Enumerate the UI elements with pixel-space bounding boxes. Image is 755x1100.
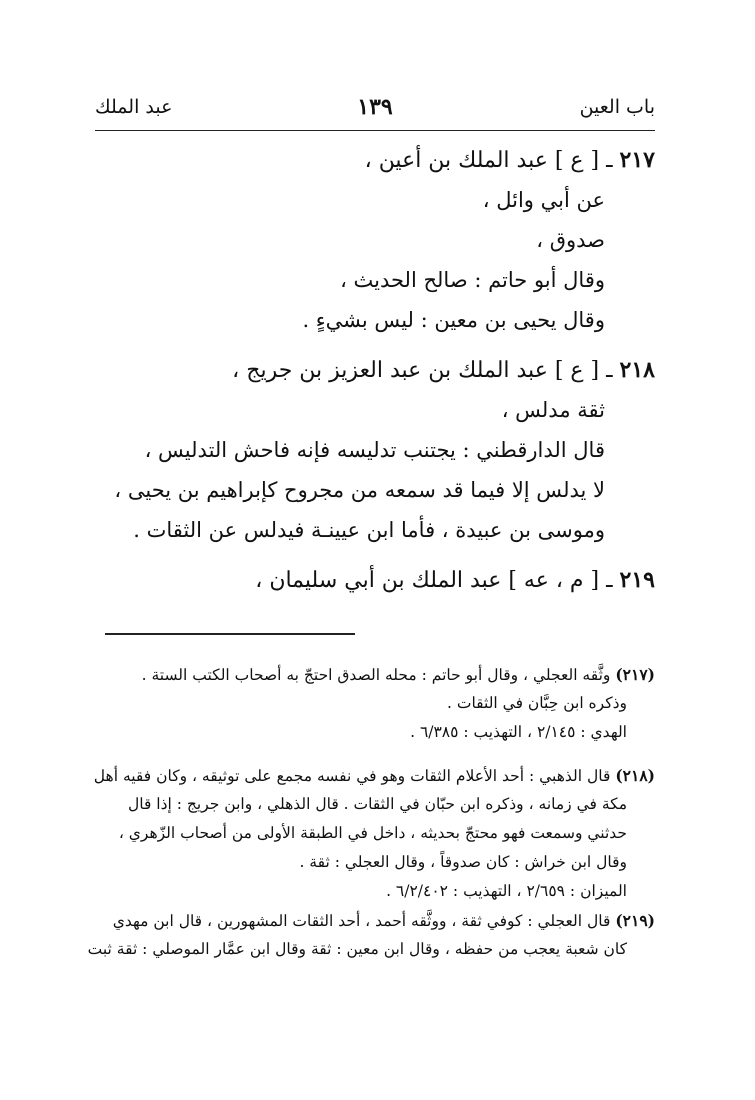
footnote-number: (٢١٧) [615, 665, 655, 684]
footnote-line: كان شعبة يعجب من حفظه ، وقال ابن معين : ثقة وقال ابن عمَّار الموصلي : ثقة ثبت [87, 940, 627, 958]
footnotes [87, 660, 655, 964]
entry-title: ـ [ ع ] عبد الملك بن عبد العزيز بن جريج ، [232, 358, 613, 383]
footnote-divider [105, 633, 355, 635]
entry-219 [95, 560, 655, 600]
entry-line: لا يدلس إلا فيما قد سمعه من مجروح كإبراهيم بن يحيى ، [114, 478, 605, 502]
footnote-line: وقال ابن خراش : كان صدوقاً ، وقال العجلي : ثقة . [299, 853, 627, 871]
footnote-217 [95, 660, 655, 747]
page-header [95, 96, 655, 126]
entry-number: ٢١٩ [619, 567, 655, 593]
page-number: ١٣٩ [357, 94, 393, 120]
footnote-218 [95, 761, 655, 906]
entry-line: وقال أبو حاتم : صالح الحديث ، [340, 268, 605, 292]
entry-line: وقال يحيى بن معين : ليس بشيءٍ . [302, 308, 605, 332]
entry-heading [95, 140, 655, 180]
entry-line: صدوق ، [536, 228, 605, 252]
footnote-number: (٢١٩) [615, 911, 655, 930]
entry-number: ٢١٨ [619, 357, 655, 383]
entry-218 [95, 350, 655, 550]
entry-line: وموسى بن عبيدة ، فأما ابن عيينـة فيدلس عن الثقات . [133, 518, 605, 542]
header-divider [95, 130, 655, 131]
footnote-line: حدثني وسمعت فهو محتجّ بحديثه ، داخل في الطبقة الأولى من أصحاب الزّهري ، [118, 824, 627, 842]
footnote-line: مكة في زمانه ، وذكره ابن حبّان في الثقات . قال الذهلي ، وابن جريج : إذا قال [127, 795, 627, 813]
entry-title: ـ [ م ، عه ] عبد الملك بن أبي سليمان ، [255, 568, 613, 593]
entry-number: ٢١٧ [619, 147, 655, 173]
entry-217 [95, 140, 655, 340]
chapter-title: باب العين [579, 96, 655, 118]
entry-line: قال الدارقطني : يجتنب تدليسه فإنه فاحش التدليس ، [144, 438, 605, 462]
main-text [95, 140, 655, 600]
entry-heading [95, 350, 655, 390]
footnote-line: (٢١٩) قال العجلي : كوفي ثقة ، ووثَّقه أحمد ، أحد الثقات المشهورين ، قال ابن مهدي [112, 911, 655, 930]
entry-heading [95, 560, 655, 600]
entry-line: ثقة مدلس ، [501, 398, 605, 422]
footnote-line: الميزان : ٢/٦٥٩ ، التهذيب : ٦/٢/٤٠٢ . [386, 882, 627, 900]
footnote-line: (٢١٨) قال الذهبي : أحد الأعلام الثقات وهو في نفسه مجمع على توثيقه ، وكان فقيه أهل [93, 766, 655, 785]
entry-title: ـ [ ع ] عبد الملك بن أعين ، [364, 148, 613, 173]
footnote-line: وذكره ابن حِبَّان في الثقات . [447, 694, 627, 712]
footnote-line: الهدي : ٢/١٤٥ ، التهذيب : ٦/٣٨٥ . [410, 723, 627, 741]
section-title: عبد الملك [95, 96, 173, 118]
footnote-number: (٢١٨) [615, 766, 655, 785]
entry-line: عن أبي وائل ، [482, 188, 605, 212]
footnote-line: (٢١٧) وثَّقه العجلي ، وقال أبو حاتم : محله الصدق احتجّ به أصحاب الكتب الستة . [141, 665, 655, 684]
footnote-219 [87, 906, 655, 964]
